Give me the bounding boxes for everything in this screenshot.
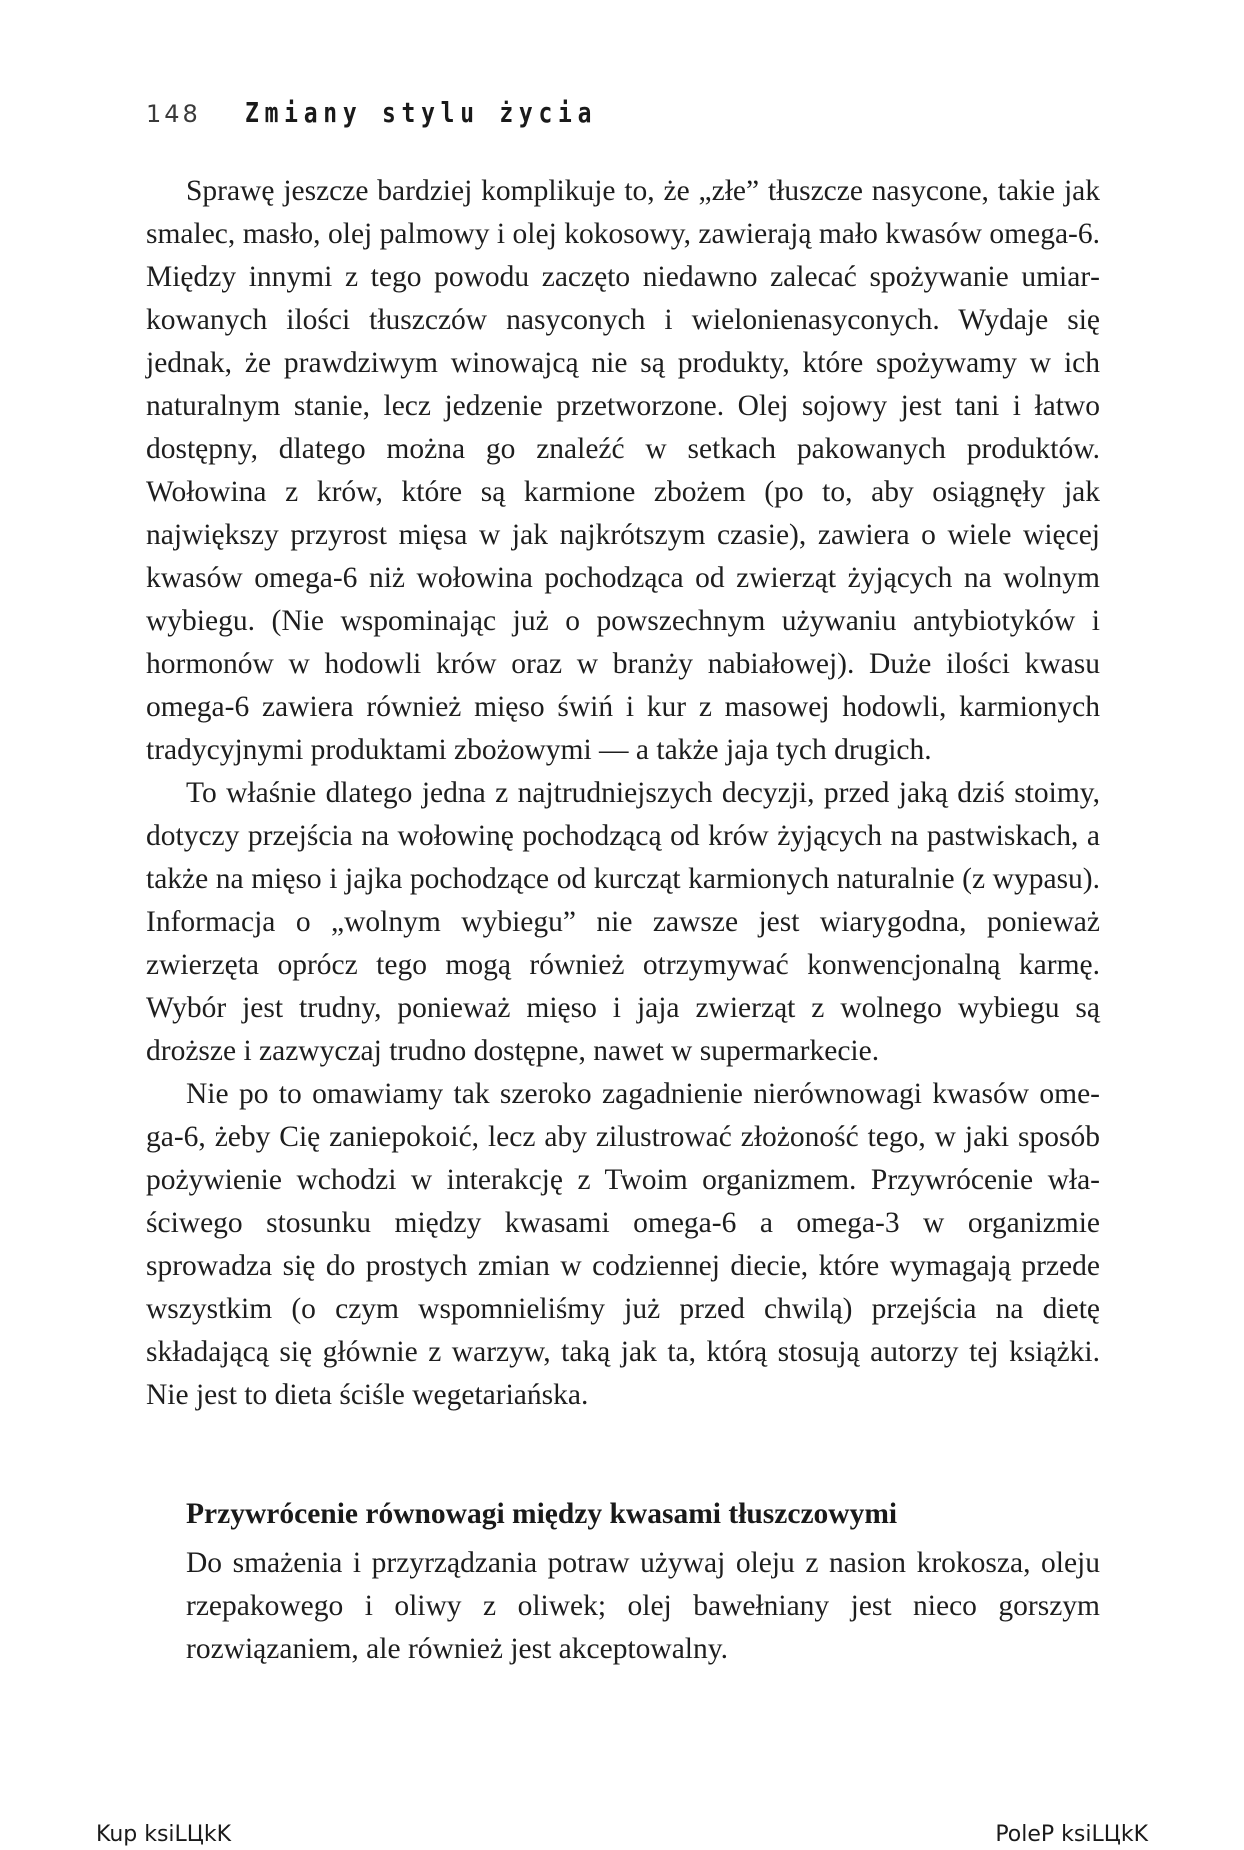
recommend-book-link[interactable]: PoleP ksiLЦkK: [995, 1822, 1148, 1847]
paragraph-2: To właśnie dlatego jedna z najtrudniejszych decyzji, przed jaką dziś stoimy, dotyczy przejścia na wołowinę pochodzącą od krów żyjących na pastwiskach, a także na mięso i jajka pochodzące od kurcząt karmionych naturalnie (z wypasu). Informacja o „wolnym wybiegu” nie zawsze jest wiarygodna, ponieważ zwierzęta oprócz tego mogą również otrzymywać konwencjonalną karmę. Wybór jest trudny, ponieważ mięso i jaja zwierząt z wolnego wybiegu są droższe i zazwyczaj trudno dostępne, nawet w supermarkecie.: [146, 777, 1100, 1067]
paragraph-3: Nie po to omawiamy tak szeroko zagadnienie nierównowagi kwasów omega-6, żeby Cię zaniepokoić, lecz aby zilustrować złożoność tego, w jaki sposób pożywienie wchodzi w interakcję z Twoim organizmem. Przywrócenie właściwego stosunku między kwasami omega-6 a omega-3 w organizmie sprowadza się do prostych zmian w codziennej diecie, które wymagają przede wszystkim (o czym wspomnieliśmy już przed chwilą) przejścia na dietę składającą się głównie z warzyw, taką jak ta, którą stosują autorzy tej książki. Nie jest to dieta ściśle wegetariańska.: [146, 1078, 1100, 1411]
body-text: [146, 170, 1100, 1671]
buy-book-link[interactable]: Kup ksiLЦkK: [96, 1822, 232, 1847]
footer-left: [96, 1822, 231, 1847]
chapter-title: Zmiany stylu życia: [244, 96, 597, 129]
paragraph-1: Sprawę jeszcze bardziej komplikuje to, że „złe” tłuszcze nasycone, takie jak smalec, masło, olej palmowy i olej kokosowy, zawierają mało kwasów omega-6. Między innymi z tego powodu zaczęto niedawno zalecać spożywanie umiarkowanych ilości tłuszczów nasyconych i wielonienasyconych. Wydaje się jednak, że prawdziwym winowajcą nie są produkty, które spożywamy w ich naturalnym stanie, lecz jedzenie przetworzone. Olej sojowy jest tani i łatwo dostępny, dlatego można go znaleźć w setkach pakowanych produktów. Wołowina z krów, które są karmione zbożem (po to, aby osiągnęły jak największy przyrost mięsa w jak najkrótszym czasie), zawiera o wiele więcej kwasów omega-6 niż wołowina pochodząca od zwierząt żyjących na wolnym wybiegu. (Nie wspominając już o powszechnym używaniu antybiotyków i hormonów w hodowli krów oraz w branży nabiałowej). Duże ilości kwasu omega-6 zawiera również mięso świń i kur z masowej hodowli, karmionych tradycyjnymi produktami zbożowymi — a także jaja tych drugich.: [146, 175, 1100, 766]
running-head: [146, 96, 674, 136]
footer-right: [995, 1822, 1148, 1847]
paragraph-4: Do smażenia i przyrządzania potraw używaj oleju z nasion krokosza, oleju rzepakowego i oliwy z oliwek; olej bawełniany jest nieco gorszym rozwiązaniem, ale również jest akceptowalny.: [186, 1547, 1100, 1665]
section-subheading: Przywrócenie równowagi między kwasami tłuszczowymi: [186, 1498, 898, 1530]
page-number: 148: [146, 100, 201, 128]
